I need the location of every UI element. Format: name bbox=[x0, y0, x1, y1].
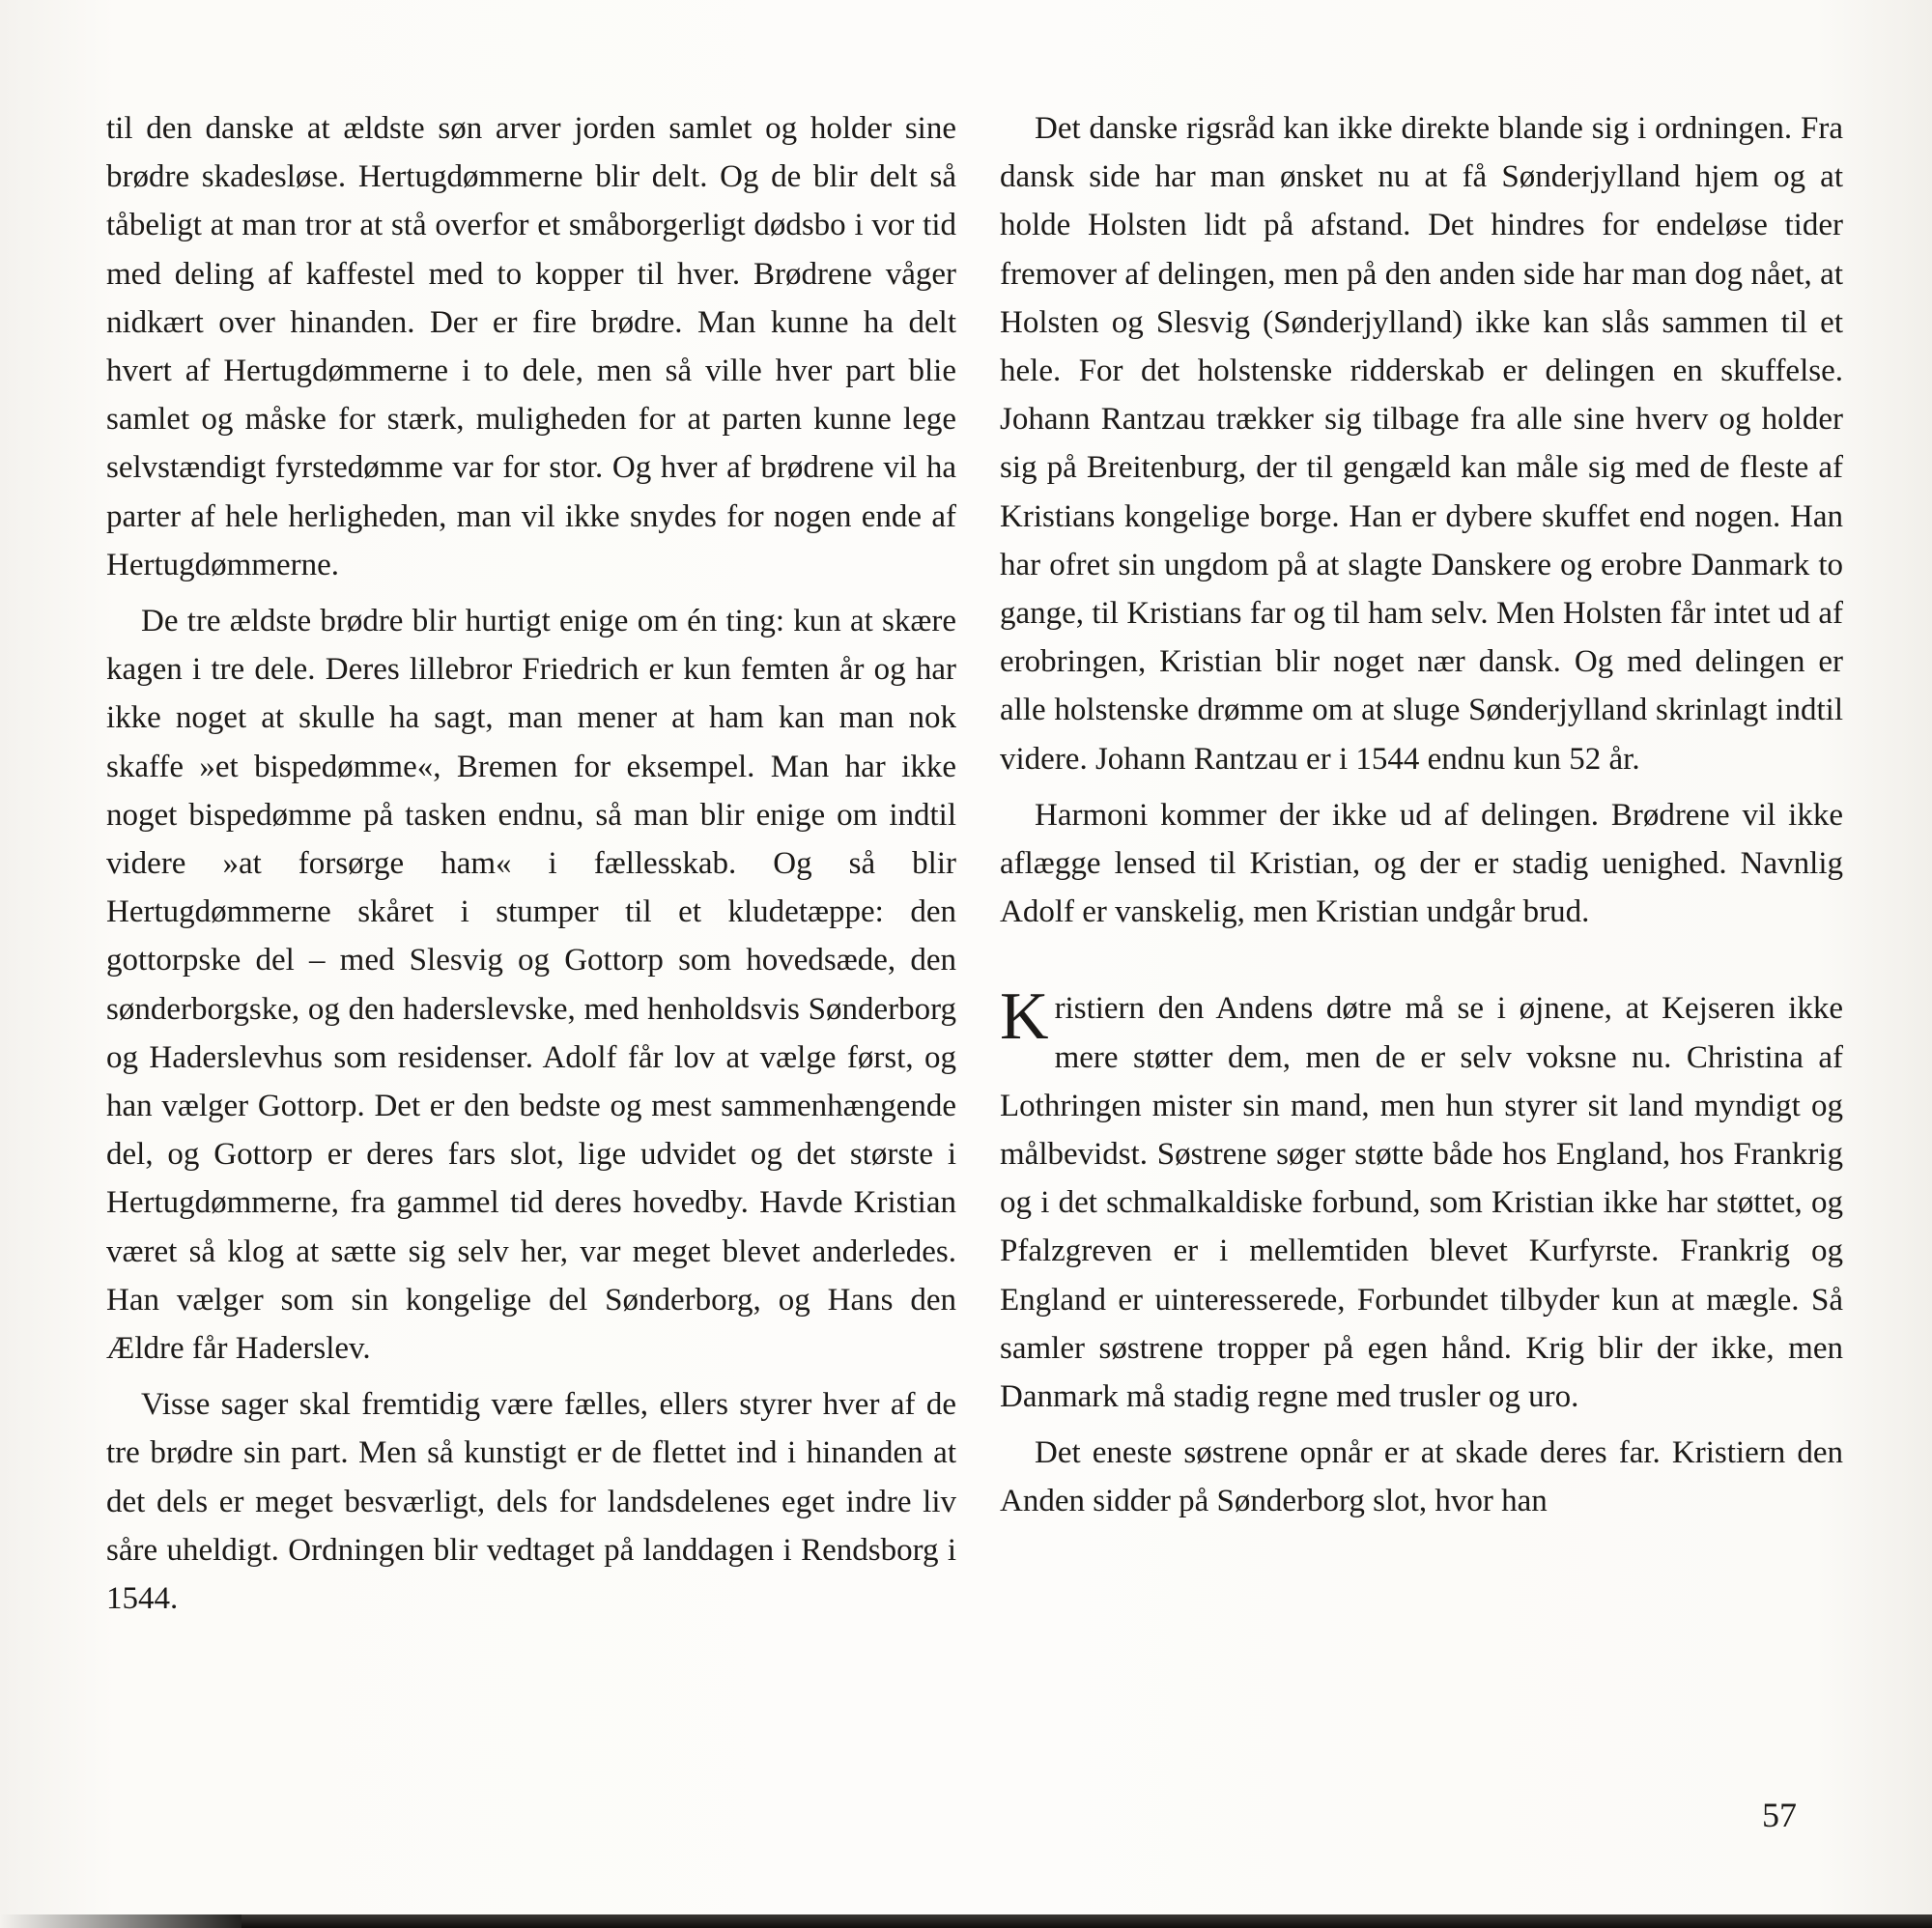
drop-cap: K bbox=[1000, 979, 1049, 1055]
paragraph: Det danske rigsråd kan ikke direkte blande sig i ordningen. Fra dansk side har man ønsket nu at få Sønderjylland hjem og at holde Holsten lidt på afstand. Det hindres for endeløse tider fremover af delingen, men på den anden side har man dog nået, at Holsten og Slesvig (Sønderjylland) ikke kan slås sammen til et hele. For det holstenske ridderskab er delingen en skuffelse. Johann Rantzau trækker sig tilbage fra alle sine hverv og holder sig på Breitenburg, der til gengæld kan måle sig med de fleste af Kristians kongelige borge. Han er dybere skuffet end nogen. Han har ofret sin ungdom på at slagte Danskere og erobre Danmark to gange, til Kristians far og til ham selv. Men Holsten får intet ud af erobringen, Kristian blir noget nær dansk. Og med delingen er alle holstenske drømme om at sluge Sønderjylland skrinlagt indtil videre. Johann Rantzau er i 1544 endnu kun 52 år. bbox=[1000, 111, 1843, 777]
page-number: 57 bbox=[1762, 1796, 1797, 1834]
paragraph: De tre ældste brødre blir hurtigt enige om én ting: kun at skære kagen i tre dele. Deres lillebror Friedrich er kun femten år og har ikke noget at skulle ha sagt, man mener at ham kan man nok skaffe »et bispedømme«, Bremen for eksempel. Man har ikke noget bispedømme på tasken endnu, så man blir enige om indtil videre »at forsørge ham« i fællesskab. Og så blir Hertugdømmerne skåret i stumper til et kludetæppe: den gottorpske del – med Slesvig og Gottorp som hovedsæde, den sønderborgske, og den haderslevske, med henholdsvis Sønderborg og Haderslevhus som residenser. Adolf får lov at vælge først, og han vælger Gottorp. Det er den bedste og mest sammenhængende del, og Gottorp er deres fars slot, lige udvidet og det største i Hertugdømmerne, fra gammel tid deres hovedby. Havde Kristian været så klog at sætte sig selv her, var meget blevet anderledes. Han vælger som sin kongelige del Sønderborg, og Hans den Ældre får Haderslev. bbox=[106, 604, 956, 1367]
right-column bbox=[1000, 104, 1843, 1534]
paragraph: til den danske at ældste søn arver jorden samlet og holder sine brødre skadesløse. Hertugdømmerne blir delt. Og de blir delt så tåbeligt at man tror at stå overfor et småborgerligt dødsbo i vor tid med deling af kaffestel med to kopper til hver. Brødrene våger nidkært over hinanden. Der er fire brødre. Man kunne ha delt hvert af Hertugdømmerne i to dele, men så ville hver part blie samlet og måske for stærk, muligheden for at parten kunne lege selvstændigt fyrstedømme var for stor. Og hver af brødrene vil ha parter af hele herligheden, man vil ikke snydes for nogen ende af Hertugdømmerne. bbox=[106, 111, 956, 582]
paragraph: Det eneste søstrene opnår er at skade deres far. Kristiern den Anden sidder på Sønderborg slot, hvor han bbox=[1000, 1435, 1843, 1519]
section-opening-text: ristiern den Andens døtre må se i øjnene, at Kejseren ikke mere støtter dem, men de er selv voksne nu. Christina af Lothringen mister sin mand, men hun styrer sit land myndigt og målbevidst. Søstrene søger støtte både hos England, hos Frankrig og i det schmalkaldiske forbund, som Kristian ikke har støttet, og Pfalzgreven er i mellemtiden blevet Kurfyrste. Frankrig og England er uinteresserede, Forbundet tilbyder kun at mægle. Så samler søstrene tropper på egen hånd. Krig blir der ikke, men Danmark må stadig regne med trusler og uro. bbox=[1000, 991, 1843, 1415]
section-opening-paragraph bbox=[1000, 979, 1843, 1421]
paragraph: Visse sager skal fremtidig være fælles, ellers styrer hver af de tre brødre sin part. Men så kunstigt er de flettet ind i hinanden at det dels er meget besværligt, dels for landsdelenes eget indre liv såre uheldigt. Ordningen blir vedtaget på landdagen i Rendsborg i 1544. bbox=[106, 1387, 956, 1617]
left-column bbox=[106, 104, 956, 1630]
page-edge-shadow bbox=[0, 1914, 251, 1928]
section-break bbox=[1000, 944, 1843, 984]
paragraph: Harmoni kommer der ikke ud af delingen. Brødrene vil ikke aflægge lensed til Kristian, og der er stadig uenighed. Navnlig Adolf er vanskelig, men Kristian undgår brud. bbox=[1000, 797, 1843, 930]
page-edge-shadow bbox=[242, 1914, 1932, 1928]
